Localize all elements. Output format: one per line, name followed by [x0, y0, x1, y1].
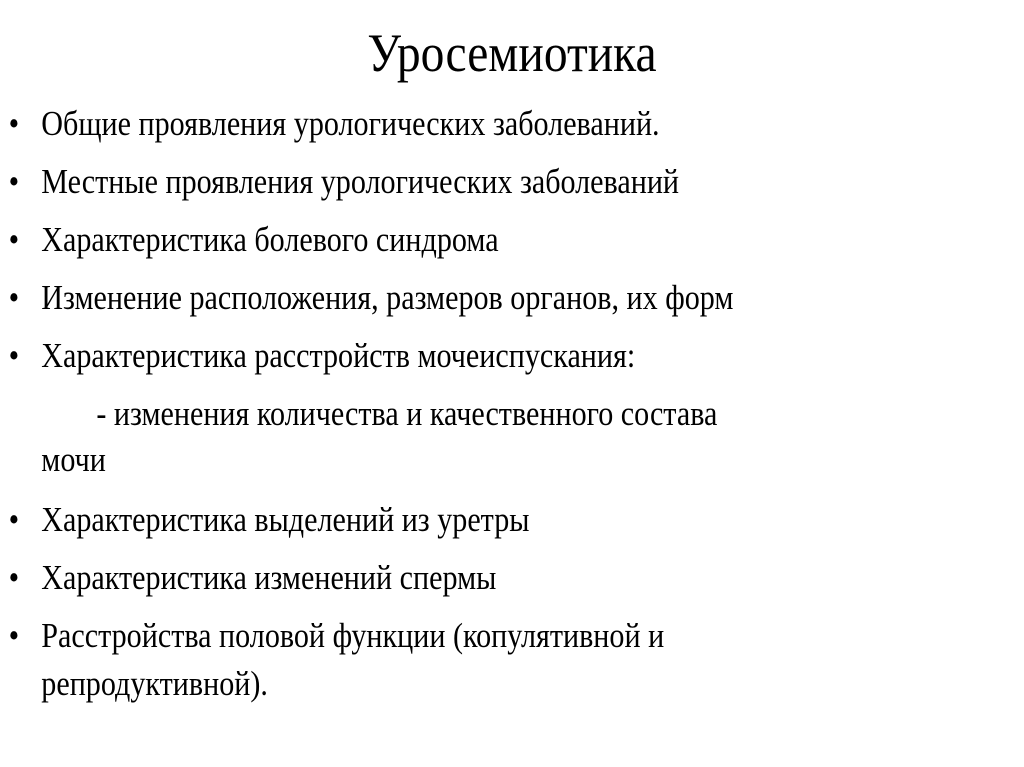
list-item-text: мочи: [41, 440, 106, 479]
list-item-text: репродуктивной).: [41, 664, 268, 703]
list-item-text: Характеристика расстройств мочеиспускания:: [41, 336, 636, 375]
list-item-text: Характеристика изменений спермы: [41, 558, 497, 597]
list-item-text: Характеристика болевого синдрома: [41, 220, 499, 259]
list-item-text: Изменение расположения, размеров органов, их форм: [41, 278, 734, 317]
bullet-icon: •: [8, 500, 20, 539]
slide-title: Уросемиотика: [367, 23, 657, 83]
bullet-icon: •: [8, 278, 20, 317]
bullet-icon: •: [8, 162, 20, 201]
bullet-icon: •: [8, 616, 20, 655]
list-item-text: Местные проявления урологических заболеваний: [41, 162, 680, 201]
list-item-text: Характеристика выделений из уретры: [41, 500, 530, 539]
bullet-icon: •: [8, 336, 20, 375]
bullet-icon: •: [8, 104, 20, 143]
bullet-icon: •: [8, 558, 20, 597]
bullet-icon: •: [8, 220, 20, 259]
list-item-text: - изменения количества и качественного состава: [96, 394, 718, 433]
list-item-text: Общие проявления урологических заболеваний.: [41, 104, 660, 143]
list-item-text: Расстройства половой функции (копулятивной и: [41, 616, 665, 655]
